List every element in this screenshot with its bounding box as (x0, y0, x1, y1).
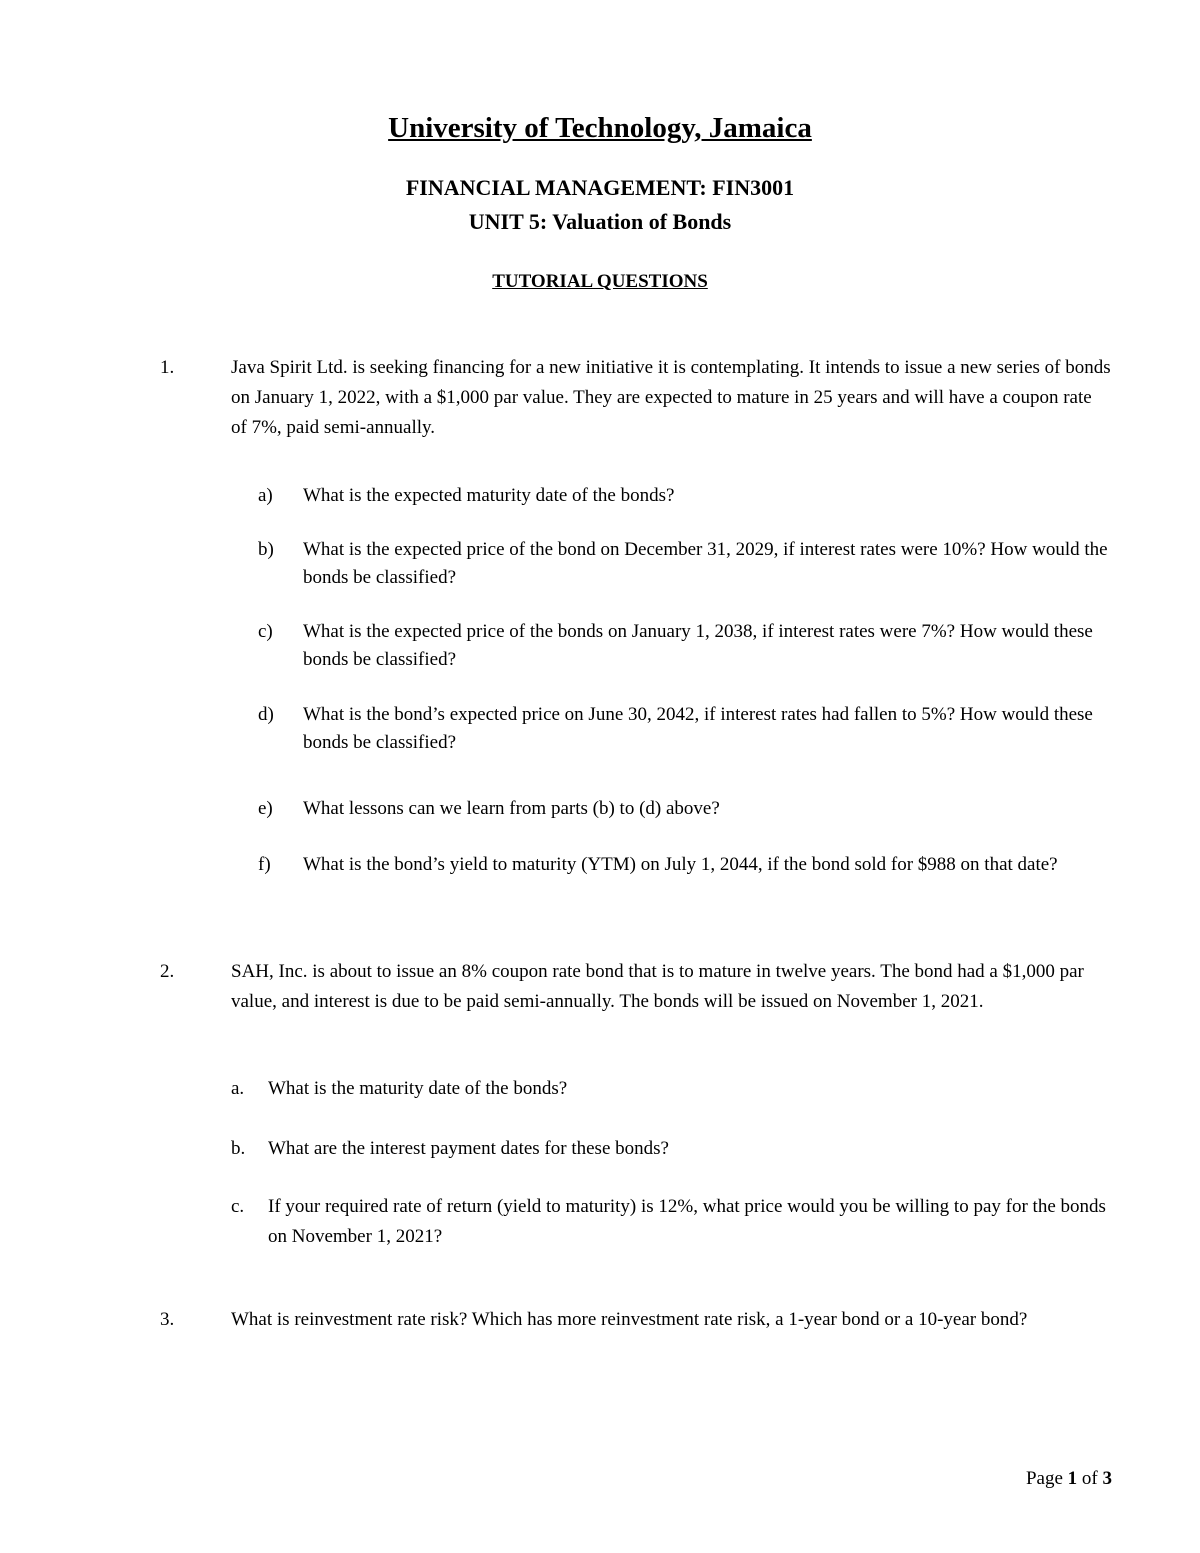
question-1-part-f-text: What is the bond’s yield to maturity (YTM) on July 1, 2044, if the bond sold for $988 on that date? (303, 854, 1058, 875)
page-word: Page (1025, 1468, 1063, 1489)
question-1-part-a-text: What is the expected maturity date of the bonds? (303, 485, 675, 506)
question-3-text: What is reinvestment rate risk? Which has more reinvestment rate risk, a 1-year bond or a 10-year bond? (231, 1309, 1028, 1330)
question-1-part-e-text: What lessons can we learn from parts (b) to (d) above? (303, 798, 720, 819)
question-3-number: 3. (160, 1309, 175, 1330)
question-1-text: Java Spirit Ltd. is seeking financing for a new initiative it is contemplating. It intends to issue a new series of bonds on January 1, 2022, with a $1,000 par value. They are expected to mature in 25 years and will have a coupon rate of 7%, paid semi-annually. (231, 357, 1111, 438)
question-2-part-b-text: What are the interest payment dates for these bonds? (268, 1138, 669, 1159)
question-2-part-b-label: b. (231, 1138, 246, 1159)
document-title: University of Technology, Jamaica (388, 112, 812, 144)
course-title: FINANCIAL MANAGEMENT: FIN3001 (405, 175, 795, 200)
question-2-number: 2. (160, 961, 175, 982)
question-1-part-d-label: d) (258, 704, 274, 725)
question-2-part-a-text: What is the maturity date of the bonds? (268, 1078, 568, 1099)
page-number (1026, 1468, 1112, 1490)
page-current: 1 (1067, 1468, 1078, 1489)
question-1-part-d-text: What is the bond’s expected price on June 30, 2042, if interest rates had fallen to 5%? How would these bonds be classified? (303, 704, 1093, 753)
question-1-part-c-text: What is the expected price of the bonds on January 1, 2038, if interest rates were 7%? How would these bonds be classified? (303, 621, 1093, 670)
question-1-number: 1. (160, 357, 175, 378)
of-word: of (1081, 1468, 1098, 1489)
question-1-part-e-label: e) (258, 798, 273, 819)
question-2-text: SAH, Inc. is about to issue an 8% coupon rate bond that is to mature in twelve years. The bond had a $1,000 par value, and interest is due to be paid semi-annually. The bonds will be issued on November 1, 2021. (231, 961, 1084, 1012)
section-heading: TUTORIAL QUESTIONS (492, 271, 708, 292)
question-1-part-b-label: b) (258, 539, 274, 560)
question-1-part-f-label: f) (258, 854, 271, 875)
question-2-part-c-text: If your required rate of return (yield to maturity) is 12%, what price would you be willing to pay for the bonds on November 1, 2021? (268, 1196, 1106, 1247)
question-2-part-c-label: c. (231, 1196, 245, 1217)
question-1-part-c-label: c) (258, 621, 273, 642)
question-1-part-a-label: a) (258, 485, 273, 506)
question-1-part-b-text: What is the expected price of the bond on December 31, 2029, if interest rates were 10%? How would the bonds be classified? (303, 539, 1108, 588)
page-total: 3 (1102, 1468, 1112, 1489)
unit-title: UNIT 5: Valuation of Bonds (468, 209, 732, 234)
question-2-part-a-label: a. (231, 1078, 245, 1099)
